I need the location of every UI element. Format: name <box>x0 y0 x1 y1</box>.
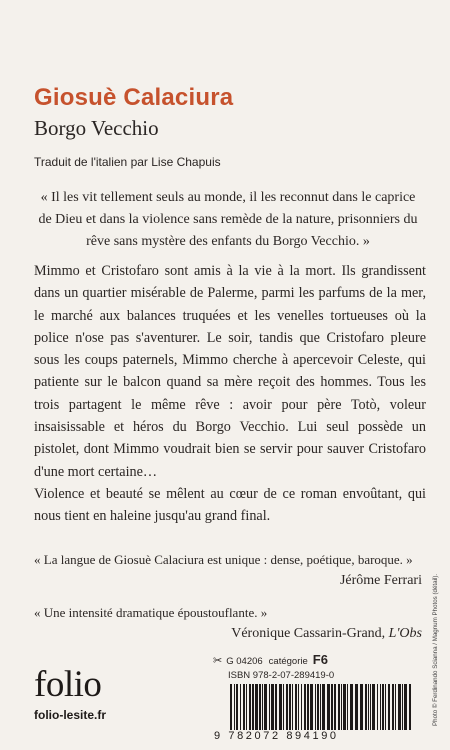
barcode-bar <box>243 684 245 730</box>
barcode-bar <box>347 684 348 730</box>
scissors-icon: ✂ <box>213 655 223 667</box>
barcode-bar <box>286 684 288 730</box>
price-category: F6 <box>312 652 328 667</box>
barcode-bar <box>388 684 390 730</box>
barcode-bar <box>246 684 247 730</box>
barcode-bar <box>283 684 284 730</box>
barcode-bar <box>322 684 325 730</box>
barcode-bar <box>295 684 297 730</box>
barcode-bar <box>350 684 353 730</box>
barcode-bar <box>298 684 299 730</box>
review-text: « La langue de Giosuè Calaciura est unique : dense, poétique, baroque. » <box>34 552 413 567</box>
barcode-bar <box>409 684 411 730</box>
barcode-bar <box>338 684 340 730</box>
barcode-bar <box>377 684 378 730</box>
publisher-website: folio-lesite.fr <box>34 708 107 722</box>
summary-paragraph: Mimmo et Cristofaro sont amis à la vie à la mort. Ils grandissent dans un quartier misérable de Palerme, parmi les parfums de la mer, le marché aux balances truquées et les venelles tortueuses où la police n'ose pas s'aventurer. Le soir, tandis que Cristofaro pleure sous les coups paternels, Mimmo cherche à apercevoir Celeste, qui patiente sur le balcon quand sa mère reçoit des hommes. Tous les trois partagent le même rêve : avoir pour père Totò, voleur insaisissable et héros du Borgo Vecchio. Lui seul possède un pistolet, dont Mimmo voudrait bien se servir pour sauver Cristofaro d'une mort certaine… <box>34 263 426 480</box>
translator-credit: Traduit de l'italien par Lise Chapuis <box>34 155 221 169</box>
barcode-bar <box>249 684 251 730</box>
barcode-bar <box>320 684 321 730</box>
barcode-bar <box>327 684 330 730</box>
review-author: Véronique Cassarin-Grand, <box>231 626 389 641</box>
barcode-bar <box>317 684 319 730</box>
barcode-bar <box>372 684 375 730</box>
barcode-bar <box>402 684 403 730</box>
barcode-bar <box>341 684 342 730</box>
barcode-bar <box>236 684 238 730</box>
photo-credit: Photo © Ferdinando Scianna / Magnum Photos (détail). <box>432 573 439 726</box>
barcode <box>228 684 412 730</box>
barcode-bar <box>240 684 241 730</box>
barcode-bar <box>307 684 309 730</box>
barcode-bar <box>334 684 336 730</box>
barcode-bar <box>310 684 313 730</box>
barcode-bar <box>365 684 367 730</box>
review-publication: L'Obs <box>388 626 422 641</box>
barcode-bar <box>395 684 396 730</box>
barcode-bar <box>315 684 316 730</box>
press-review <box>34 549 424 591</box>
barcode-bar <box>360 684 363 730</box>
barcode-bar <box>271 684 274 730</box>
review-source: Jérôme Ferrari <box>339 573 422 588</box>
barcode-bar <box>252 684 254 730</box>
book-title: Borgo Vecchio <box>34 116 159 140</box>
barcode-bar <box>262 684 263 730</box>
barcode-bar <box>269 684 270 730</box>
book-summary <box>34 260 426 528</box>
barcode-bar <box>392 684 394 730</box>
barcode-bar <box>279 684 282 730</box>
barcode-bar <box>382 684 384 730</box>
barcode-bar <box>304 684 306 730</box>
barcode-bar <box>301 684 302 730</box>
barcode-bar <box>370 684 371 730</box>
summary-paragraph: Violence et beauté se mêlent au cœur de ce roman envoûtant, qui nous tient en haleine jusqu'au grand final. <box>34 485 426 525</box>
barcode-bar <box>355 684 358 730</box>
barcode-bar <box>404 684 407 730</box>
barcode-bar <box>292 684 293 730</box>
barcode-bar <box>380 684 381 730</box>
barcode-bar <box>275 684 277 730</box>
barcode-bar <box>259 684 261 730</box>
folio-logo: folio <box>34 664 102 705</box>
barcode-number: 9 782072 894190 <box>214 730 339 742</box>
barcode-bar <box>343 684 346 730</box>
barcode-bar <box>234 684 235 730</box>
barcode-bar <box>289 684 291 730</box>
barcode-bar <box>264 684 267 730</box>
isbn: ISBN 978-2-07-289419-0 <box>228 670 335 681</box>
category-label: catégorie <box>268 656 308 667</box>
barcode-bar <box>368 684 369 730</box>
author-name: Giosuè Calaciura <box>34 84 234 111</box>
review-text: « Une intensité dramatique époustouflante. » <box>34 605 268 620</box>
product-code: G 04206 <box>226 656 263 667</box>
barcode-bar <box>385 684 386 730</box>
press-review <box>34 602 424 644</box>
product-code-line <box>213 652 328 667</box>
review-source <box>34 623 424 644</box>
barcode-bar <box>230 684 232 730</box>
barcode-bar <box>255 684 258 730</box>
barcode-bar <box>398 684 401 730</box>
barcode-bar <box>331 684 333 730</box>
excerpt-quote: « Il les vit tellement seuls au monde, il les reconnut dans le caprice de Dieu et dans la violence sans remède de la nature, prisonniers du rêve sans mystère des enfants du Borgo Vecchio. » <box>38 190 418 249</box>
